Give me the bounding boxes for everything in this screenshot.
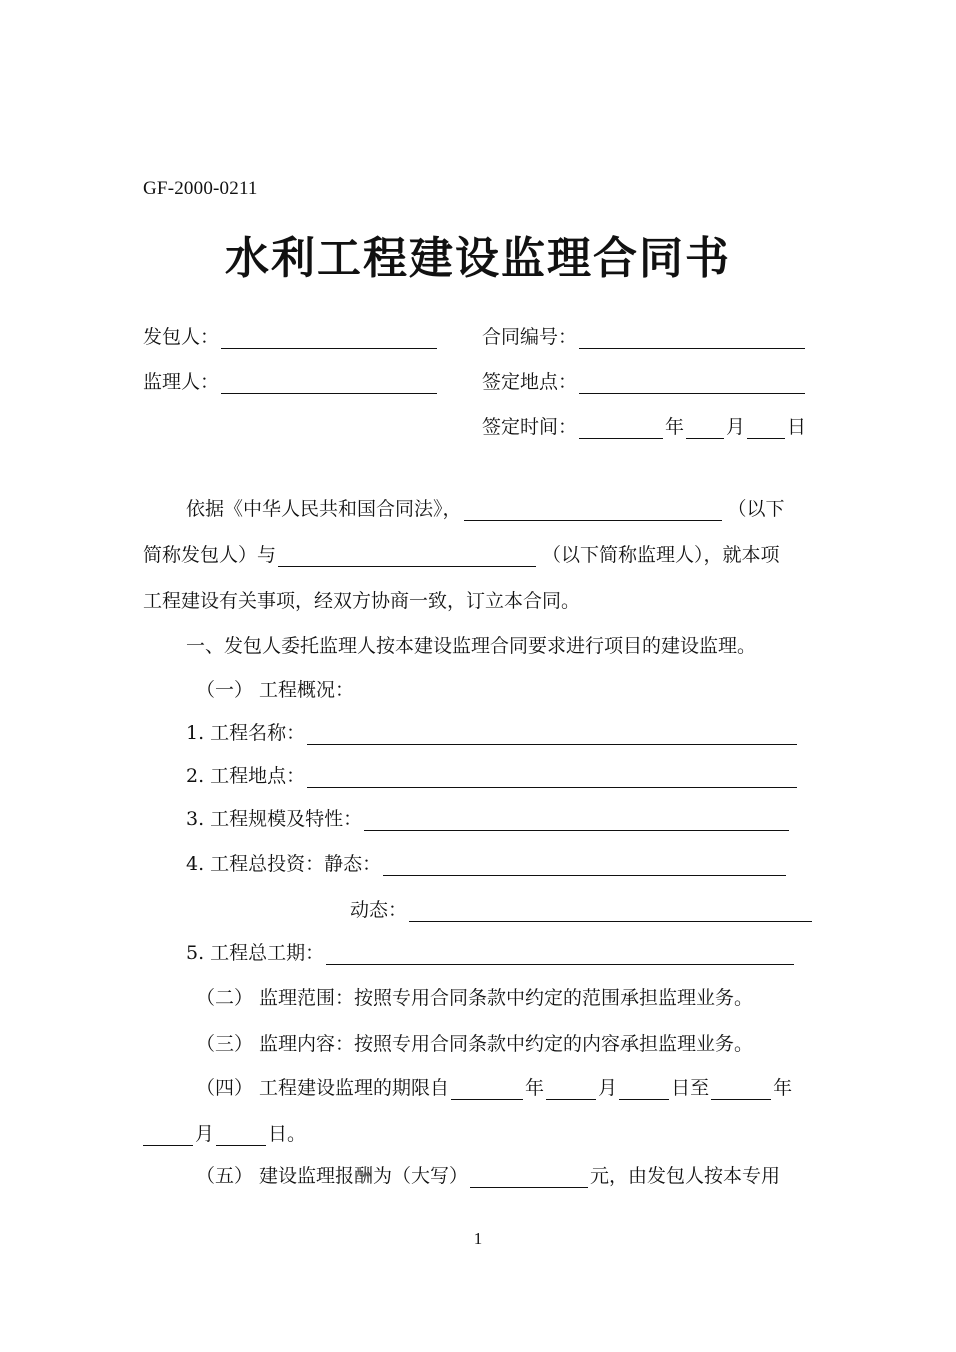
- period-day-end-label: 日。: [268, 1123, 307, 1145]
- intro-employer-blank: [464, 500, 722, 521]
- sign-day-label: 日: [787, 416, 807, 438]
- period-day-to-label: 日至: [671, 1077, 710, 1099]
- employer-blank: [221, 328, 437, 349]
- scope-clause: （二） 监理范围：按照专用合同条款中约定的范围承担监理业务。: [196, 987, 754, 1009]
- fee-amount-blank: [470, 1167, 588, 1188]
- employer-field: [143, 325, 439, 349]
- item-project-name-blank: [307, 724, 797, 745]
- item-investment-static-blank: [383, 855, 786, 876]
- item-project-location: [186, 764, 799, 788]
- content-clause: （三） 监理内容：按照专用合同条款中约定的内容承担监理业务。: [196, 1033, 754, 1055]
- period-end-year-blank: [711, 1079, 771, 1100]
- fee-text-b: 元，由发包人按本专用: [590, 1165, 781, 1187]
- intro-text-2b: （以下简称监理人），就本项: [542, 544, 780, 566]
- item-project-scale-label: 3. 工程规模及特性：: [186, 808, 363, 830]
- period-text: （四） 工程建设监理的期限自: [196, 1077, 450, 1099]
- supervisor-label: 监理人：: [143, 371, 220, 393]
- item-investment-static: [186, 852, 788, 876]
- fee-text-a: （五） 建设监理报酬为（大写）: [196, 1165, 469, 1187]
- page-number: 1: [473, 1229, 483, 1248]
- employer-label: 发包人：: [143, 326, 220, 348]
- intro-text-1b: （以下: [727, 498, 785, 520]
- intro-text-1a: 依据《中华人民共和国合同法》，: [186, 498, 462, 520]
- item-project-location-blank: [307, 767, 797, 788]
- period-start-day-blank: [619, 1079, 669, 1100]
- period-month2-label: 月: [195, 1123, 215, 1145]
- period-start-month-blank: [546, 1079, 596, 1100]
- overview-heading: （一） 工程概况：: [196, 679, 355, 701]
- item-investment-dynamic: [350, 898, 814, 922]
- sign-year-blank: [579, 418, 663, 439]
- period-month-label: 月: [598, 1077, 618, 1099]
- item-total-duration: [186, 941, 796, 965]
- intro-line-3: 工程建设有关事项，经双方协商一致，订立本合同。: [143, 590, 581, 612]
- item-project-name-label: 1. 工程名称：: [186, 722, 306, 744]
- item-investment-dynamic-label: 动态：: [350, 899, 408, 921]
- intro-supervisor-blank: [278, 546, 536, 567]
- intro-text-2a: 简称发包人）与: [143, 544, 277, 566]
- item-total-duration-label: 5. 工程总工期：: [186, 942, 325, 964]
- contract-no-label: 合同编号：: [482, 326, 578, 348]
- period-year2-label: 年: [773, 1077, 793, 1099]
- sign-month-blank: [686, 418, 724, 439]
- item-project-scale: [186, 807, 791, 831]
- period-end-month-blank: [143, 1125, 193, 1146]
- period-clause-line-1: [196, 1076, 792, 1100]
- intro-line-1: [186, 497, 785, 521]
- sign-place-label: 签定地点：: [482, 371, 578, 393]
- contract-no-blank: [579, 328, 805, 349]
- item-project-scale-blank: [364, 810, 789, 831]
- document-code: GF-2000-0211: [143, 178, 258, 199]
- sign-place-blank: [579, 373, 805, 394]
- period-end-day-blank: [216, 1125, 266, 1146]
- sign-day-blank: [747, 418, 785, 439]
- sign-place-field: [482, 370, 807, 394]
- period-year-label: 年: [525, 1077, 545, 1099]
- period-start-year-blank: [451, 1079, 523, 1100]
- fee-clause: [196, 1164, 780, 1188]
- sign-time-field: [482, 415, 806, 439]
- supervisor-field: [143, 370, 439, 394]
- intro-line-2: [143, 543, 780, 567]
- item-investment-dynamic-blank: [409, 901, 812, 922]
- item-project-name: [186, 721, 799, 745]
- sign-time-label: 签定时间：: [482, 416, 578, 438]
- document-title: 水利工程建设监理合同书: [225, 233, 731, 284]
- supervisor-blank: [221, 373, 437, 394]
- item-project-location-label: 2. 工程地点：: [186, 765, 306, 787]
- period-clause-line-2: [143, 1122, 306, 1146]
- contract-no-field: [482, 325, 807, 349]
- item-total-duration-blank: [326, 944, 794, 965]
- sign-month-label: 月: [726, 416, 746, 438]
- section-1-heading: 一、发包人委托监理人按本建设监理合同要求进行项目的建设监理。: [186, 635, 757, 657]
- item-investment-static-label: 4. 工程总投资：静态：: [186, 853, 382, 875]
- sign-year-label: 年: [665, 416, 685, 438]
